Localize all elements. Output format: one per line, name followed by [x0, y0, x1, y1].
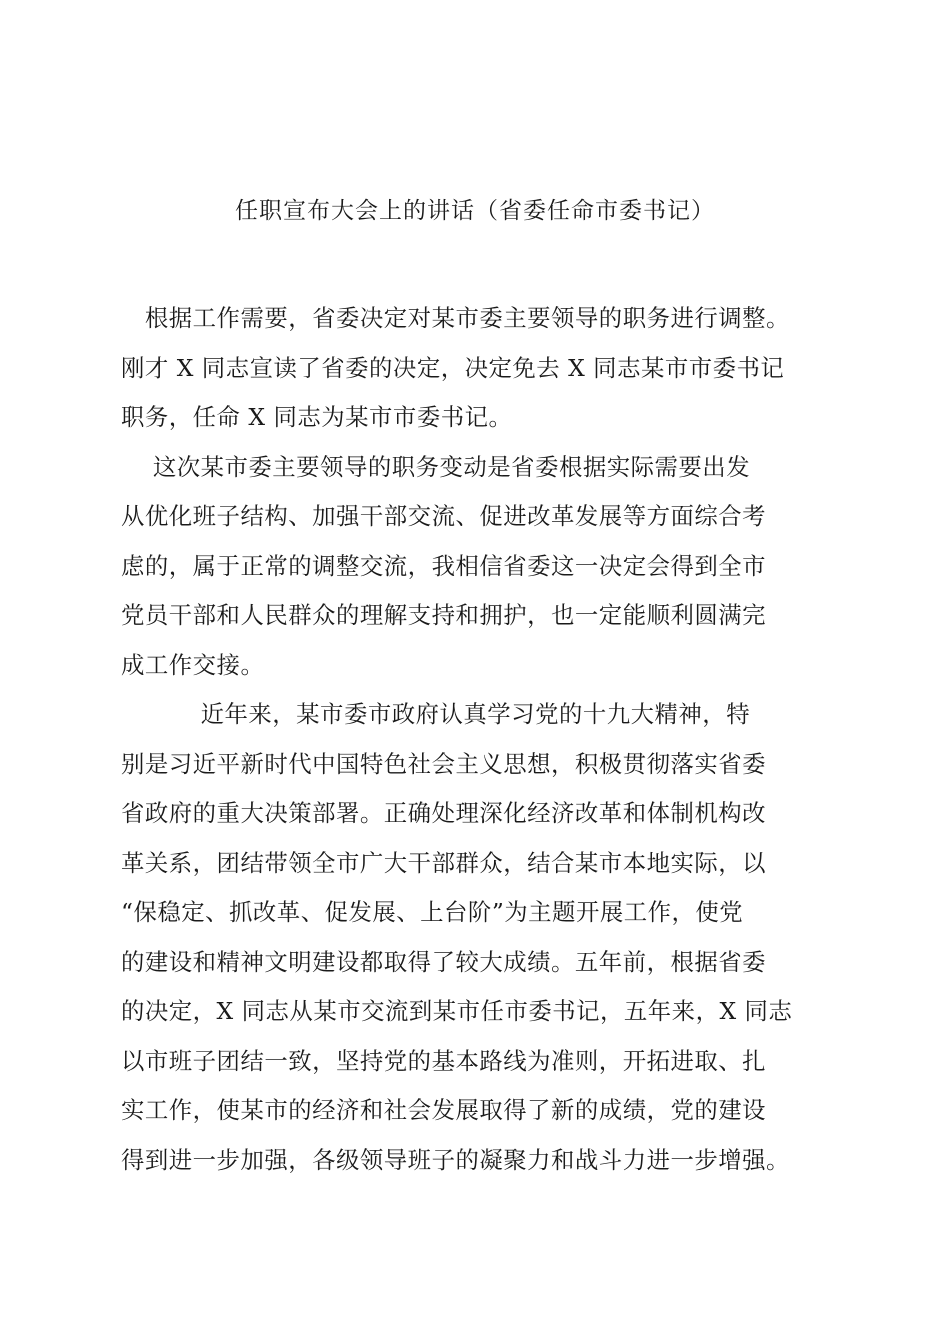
document-body — [121, 294, 841, 1185]
document-title: 任职宣布大会上的讲话（省委任命市委书记） — [235, 198, 715, 224]
paragraph-line: 近年来，某市委市政府认真学习党的十九大精神，特 — [121, 700, 751, 728]
paragraph-1 — [121, 294, 841, 443]
paragraph-line: 从优化班子结构、加强干部交流、促进改革发展等方面综合考 — [121, 502, 767, 530]
paragraph-line: 革关系，团结带领全市广大干部群众，结合某市本地实际，以 — [121, 848, 767, 877]
paragraph-line: 职务，任命 X 同志为某市市委书记。 — [121, 403, 513, 431]
paragraph-line: 虑的，属于正常的调整交流，我相信省委这一决定会得到全市 — [121, 551, 767, 580]
paragraph-line: 这次某市委主要领导的职务变动是省委根据实际需要出发 — [121, 452, 751, 481]
paragraph-3 — [121, 690, 841, 1185]
paragraph-line: 成工作交接。 — [121, 650, 265, 679]
paragraph-line: 根据工作需要，省委决定对某市委主要领导的职务进行调整。 — [121, 304, 790, 332]
paragraph-line: 以市班子团结一致，坚持党的基本路线为准则，开拓进取、扎 — [121, 1046, 767, 1075]
paragraph-line: 别是习近平新时代中国特色社会主义思想，积极贯彻落实省委 — [121, 749, 767, 778]
paragraph-line: 省政府的重大决策部署。正确处理深化经济改革和体制机构改 — [121, 799, 767, 827]
paragraph-line: 的决定，X 同志从某市交流到某市任市委书记，五年来，X 同志 — [121, 997, 793, 1025]
paragraph-line: 党员干部和人民群众的理解支持和拥护，也一定能顺利圆满完 — [121, 601, 767, 629]
paragraph-line: 刚才 X 同志宣读了省委的决定，决定免去 X 同志某市市委书记 — [121, 353, 785, 382]
paragraph-line: “保稳定、抓改革、促发展、上台阶”为主题开展工作，使党 — [121, 898, 744, 926]
paragraph-2 — [121, 443, 841, 691]
paragraph-line: 实工作，使某市的经济和社会发展取得了新的成绩，党的建设 — [121, 1096, 767, 1124]
paragraph-line: 的建设和精神文明建设都取得了较大成绩。五年前，根据省委 — [121, 947, 767, 976]
paragraph-line: 得到进一步加强，各级领导班子的凝聚力和战斗力进一步增强。 — [121, 1145, 790, 1174]
